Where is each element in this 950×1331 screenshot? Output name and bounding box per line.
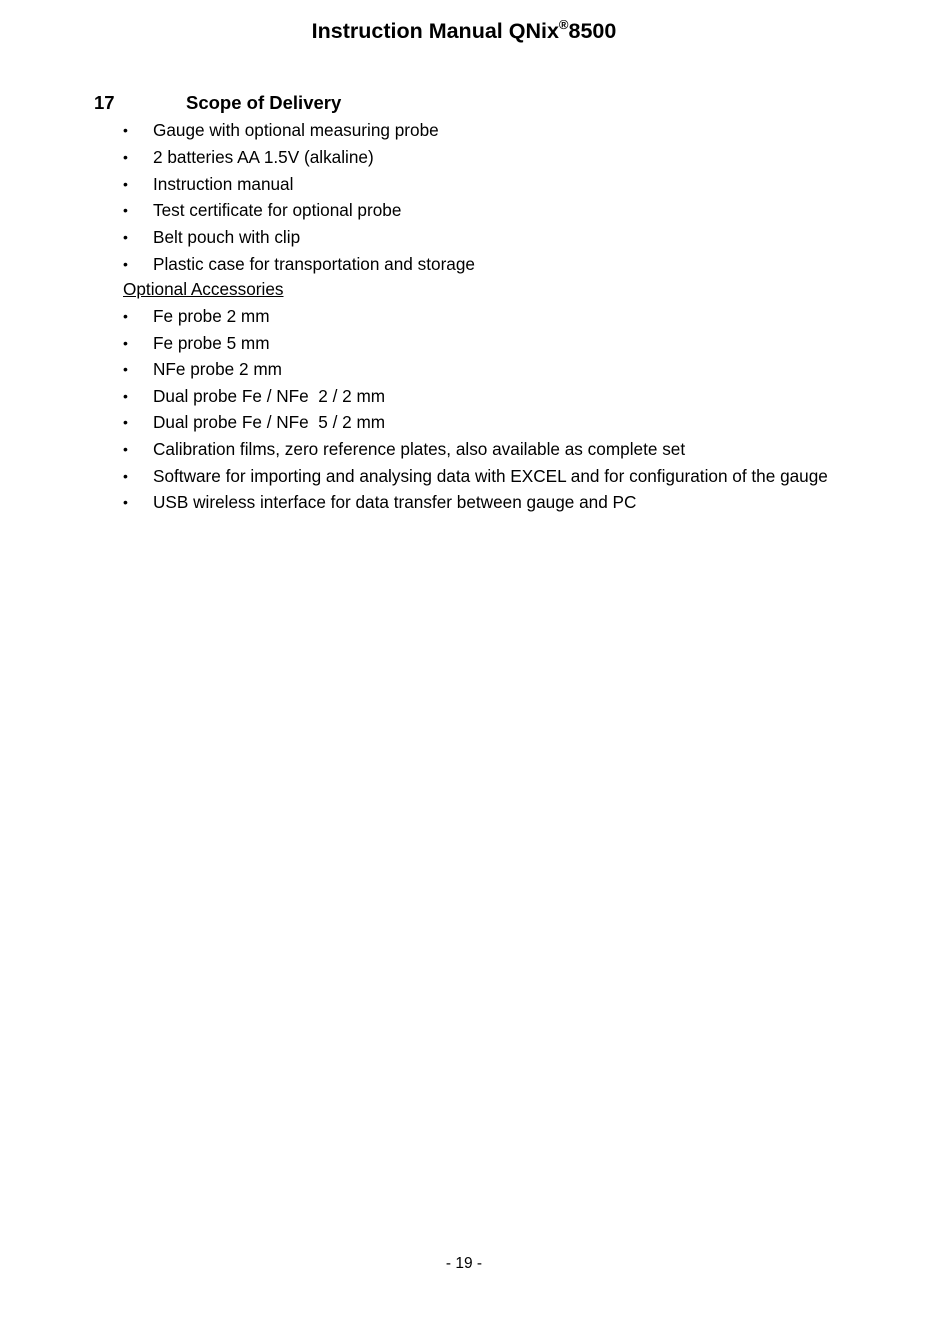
list-item-text: USB wireless interface for data transfer between gauge and PC [153, 492, 637, 513]
bullet-icon: • [123, 175, 128, 192]
bullet-icon: • [123, 202, 128, 219]
list-item-text: Gauge with optional measuring probe [153, 120, 439, 140]
section-number: 17 [94, 92, 115, 113]
list-item [123, 147, 833, 174]
list-item-text: 2 batteries AA 1.5V (alkaline) [153, 146, 374, 167]
list-item-text: Belt pouch with clip [153, 227, 301, 248]
list-item [123, 200, 833, 227]
list-item-text: Software for importing and analysing data with EXCEL and for configuration of the gauge [153, 465, 828, 486]
list-item [123, 492, 833, 513]
list-item-text: Dual probe Fe / NFe 5 / 2 mm [153, 412, 386, 433]
registered-mark: ® [558, 17, 569, 32]
page-title [0, 17, 928, 45]
list-item [123, 120, 833, 147]
list-item-text: Dual probe Fe / NFe 2 / 2 mm [153, 385, 386, 406]
optional-accessories-list [123, 306, 833, 519]
list-item [123, 439, 833, 460]
bullet-icon: • [123, 494, 128, 511]
list-item-text: Fe probe 5 mm [153, 332, 270, 353]
list-item-text: Plastic case for transportation and storage [153, 253, 475, 274]
bullet-icon: • [123, 255, 128, 272]
list-item [123, 254, 833, 281]
section-heading [94, 91, 341, 115]
optional-accessories-heading: Optional Accessories [123, 279, 284, 299]
list-item [123, 359, 833, 380]
list-item [123, 227, 833, 254]
list-item [123, 412, 833, 433]
list-item [123, 174, 833, 201]
bullet-icon: • [123, 440, 128, 457]
list-item-text: Test certificate for optional probe [153, 200, 402, 221]
bullet-icon: • [123, 467, 128, 484]
title-model: 8500 [568, 19, 617, 43]
bullet-icon: • [123, 122, 128, 138]
list-item [123, 466, 833, 487]
section-title: Scope of Delivery [186, 92, 342, 113]
title-text: Instruction Manual QNix [311, 19, 559, 43]
list-item-text: Calibration films, zero reference plates, also available as complete set [153, 438, 686, 459]
list-item-text: Instruction manual [153, 173, 294, 194]
bullet-icon: • [123, 308, 128, 324]
bullet-icon: • [123, 361, 128, 378]
list-item-text: Fe probe 2 mm [153, 306, 270, 326]
list-item [123, 386, 833, 407]
page-number: - 19 - [445, 1255, 483, 1272]
bullet-icon: • [123, 229, 128, 246]
bullet-icon: • [123, 148, 128, 165]
bullet-icon: • [123, 334, 128, 351]
bullet-icon: • [123, 414, 128, 431]
bullet-icon: • [123, 387, 128, 404]
list-item-text: NFe probe 2 mm [153, 359, 282, 380]
list-item [123, 306, 833, 327]
scope-of-delivery-list [123, 120, 833, 281]
list-item [123, 333, 833, 354]
